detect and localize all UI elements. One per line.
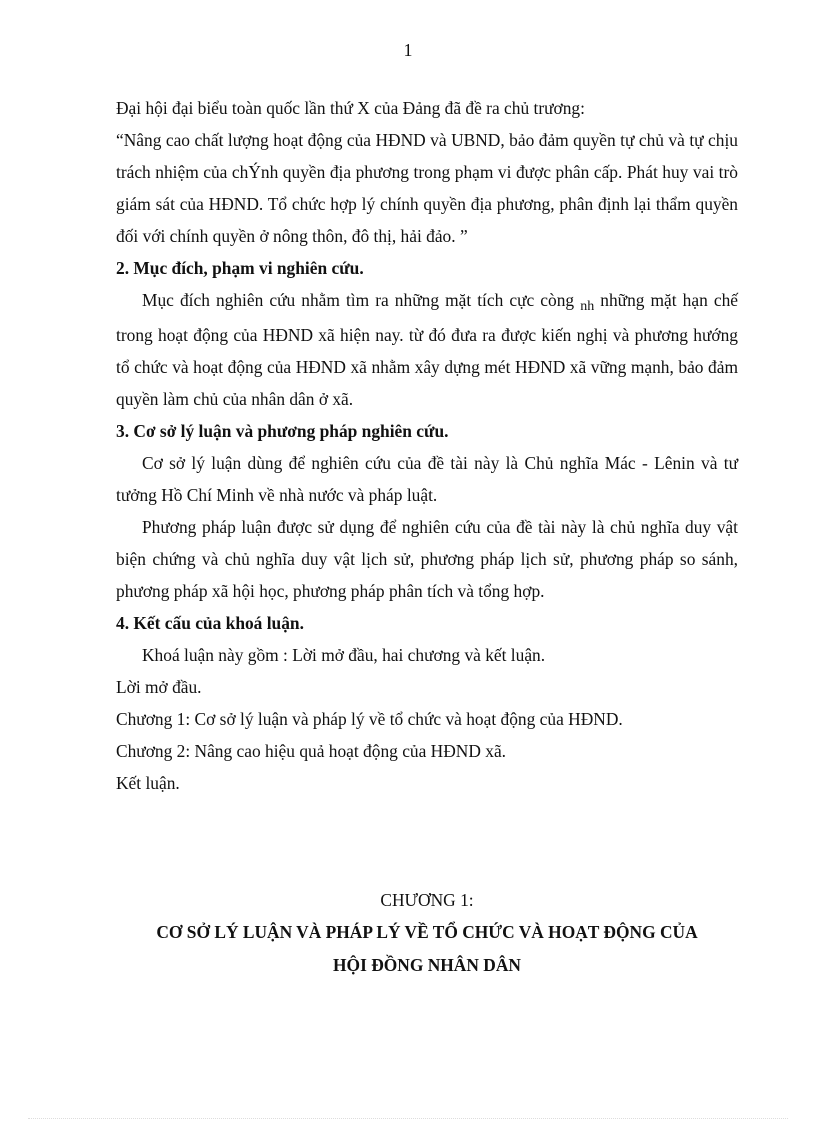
section-2-paragraph: [116, 284, 738, 415]
body-text: [116, 92, 738, 799]
section-3-paragraph-2: Phương pháp luận được sử dụng để nghiên cứu của đề tài này là chủ nghĩa duy vật biện chứng và chủ nghĩa duy vật lịch sử, phương pháp lịch sử, phương pháp so sánh, phương pháp xã hội học, phương pháp phân tích và tổng hợp.: [116, 517, 738, 601]
chapter-label: CHƯƠNG 1:: [380, 890, 474, 910]
page-number: 1: [403, 40, 413, 60]
section-4-paragraph: Khoá luận này gồm : Lời mở đầu, hai chương và kết luận.: [142, 645, 546, 665]
section-2-text-rest: những mặt hạn chế trong hoạt động của HĐND xã hiện nay. từ đó đưa ra được kiến nghị và phương hướng tổ chức và hoạt động của HĐND xã nhằm xây dựng mét HĐND xã vững mạnh, bảo đảm quyền làm chủ của nhân dân ở xã.: [116, 290, 738, 409]
page-bottom-divider: [28, 1118, 788, 1119]
chapter-title-line-1: CƠ SỞ LÝ LUẬN VÀ PHÁP LÝ VỀ TỔ CHỨC VÀ HOẠT ĐỘNG CỦA: [156, 922, 698, 942]
section-4-heading: 4. Kết cấu của khoá luận.: [116, 613, 304, 633]
structure-item: Chương 2: Nâng cao hiệu quả hoạt động của HĐND xã.: [116, 741, 507, 761]
chapter-title-line-2: HỘI ĐỒNG NHÂN DÂN: [333, 955, 521, 975]
structure-item: Kết luận.: [116, 773, 180, 793]
structure-item: Lời mở đầu.: [116, 677, 202, 697]
section-3-heading: 3. Cơ sở lý luận và phương pháp nghiên cứu.: [116, 421, 449, 441]
quote-paragraph: “Nâng cao chất lượng hoạt động của HĐND và UBND, bảo đảm quyền tự chủ và tự chịu trách nhiệm của chÝnh quyền địa phương trong phạm vi được phân cấp. Phát huy vai trò giám sát của HĐND. Tổ chức hợp lý chính quyền địa phương, phân định lại thẩm quyền đối với chính quyền ở nông thôn, đô thị, hải đảo. ”: [116, 130, 738, 246]
section-2-heading: 2. Mục đích, phạm vi nghiên cứu.: [116, 258, 364, 278]
chapter-heading: [116, 884, 738, 982]
structure-item: Chương 1: Cơ sở lý luận và pháp lý về tổ chức và hoạt động của HĐND.: [116, 709, 623, 729]
section-3-paragraph-1: Cơ sở lý luận dùng để nghiên cứu của đề tài này là Chủ nghĩa Mác - Lênin và tư tưởng Hồ Chí Minh về nhà nước và pháp luật.: [116, 453, 738, 505]
section-2-text-start: Mục đích nghiên cứu nhằm tìm ra những mặt tích cực còng: [142, 290, 575, 310]
section-2-subscript: nh: [580, 299, 595, 314]
intro-paragraph: Đại hội đại biểu toàn quốc lần thứ X của Đảng đã đề ra chủ trương:: [116, 98, 585, 118]
